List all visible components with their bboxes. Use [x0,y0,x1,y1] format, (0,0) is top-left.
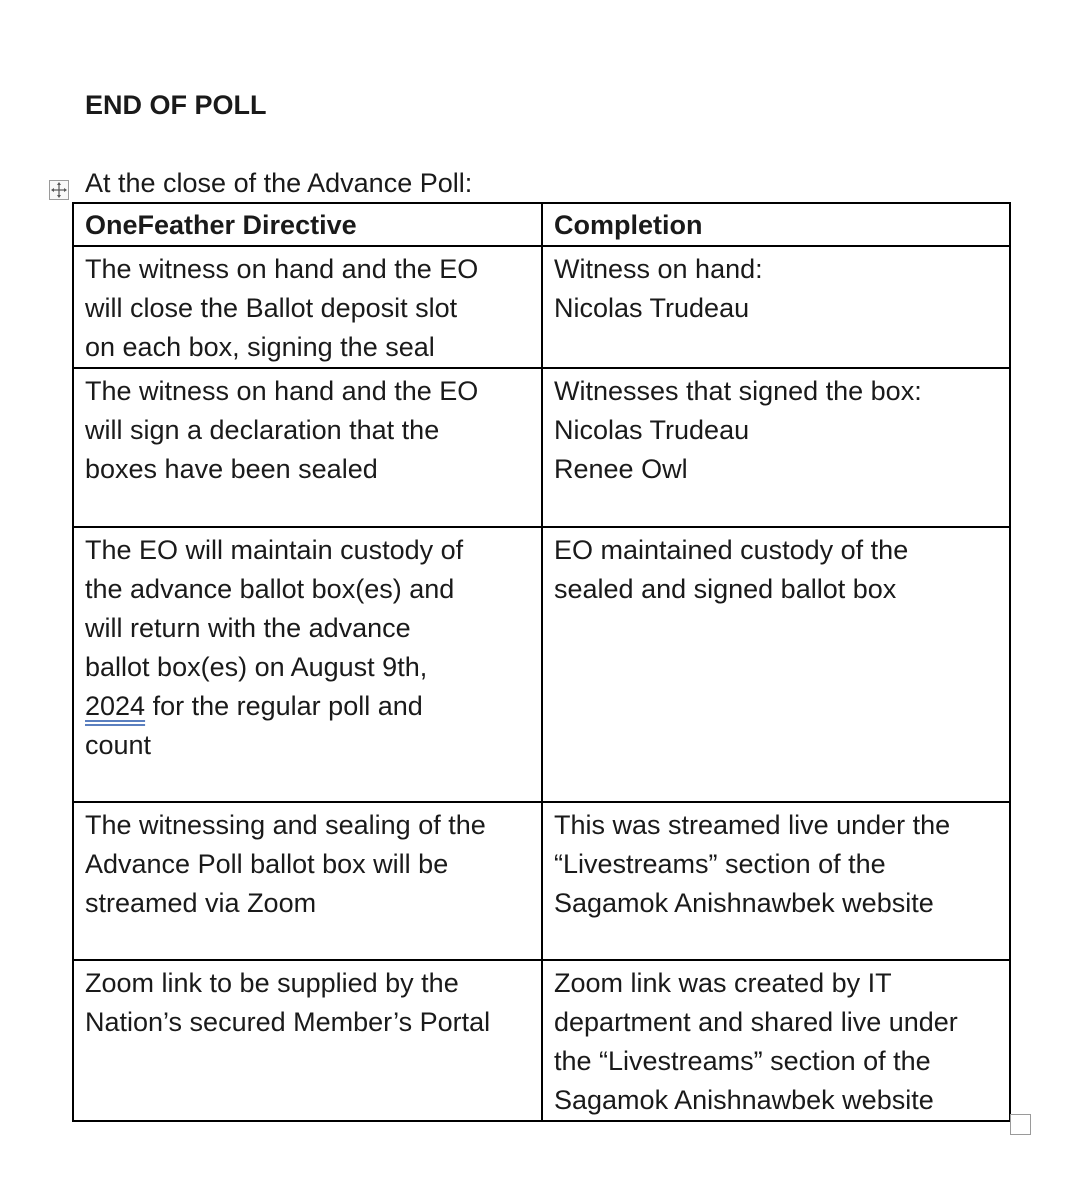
cell-line: will sign a declaration that the [85,415,440,445]
end-of-poll-table [72,202,1011,1122]
cell-line: The witnessing and sealing of the [85,810,486,840]
table-row [73,527,1010,802]
cell-line: The witness on hand and the EO [85,254,479,284]
cell-line: Zoom link to be supplied by the [85,968,459,998]
directive-cell [73,960,542,1121]
table-move-icon[interactable] [49,180,69,200]
cell-line: sealed and signed ballot box [554,574,897,604]
cell-line: count [85,730,152,760]
cell-line: This was streamed live under the [554,810,951,840]
proofing-underlined-year[interactable]: 2024 [85,691,146,721]
intro-text: At the close of the Advance Poll: [85,168,473,198]
header-completion: Completion [542,203,1010,246]
cell-line: Witnesses that signed the box: [554,376,922,406]
cell-line: Sagamok Anishnawbek website [554,1085,934,1115]
cell-line: ballot box(es) on August 9th, [85,652,428,682]
cell-line-rest: for the regular poll and [145,691,423,721]
cell-line: Zoom link was created by IT [554,968,892,998]
cell-line: will close the Ballot deposit slot [85,293,458,323]
completion-cell [542,527,1010,802]
cell-line: The witness on hand and the EO [85,376,479,406]
directive-cell [73,802,542,960]
cell-line: the advance ballot box(es) and [85,574,455,604]
header-directive: OneFeather Directive [73,203,542,246]
cell-line: Nation’s secured Member’s Portal [85,1007,491,1037]
completion-cell [542,802,1010,960]
cell-line: Nicolas Trudeau [554,415,750,445]
cell-line: Renee Owl [554,454,688,484]
completion-cell [542,246,1010,368]
completion-cell [542,368,1010,527]
directive-cell [73,527,542,802]
cell-line: department and shared live under [554,1007,958,1037]
cell-line: streamed via Zoom [85,888,317,918]
cell-line: on each box, signing the seal [85,332,435,362]
cell-line: will return with the advance [85,613,411,643]
table-row [73,960,1010,1121]
table-header-row [73,203,1010,246]
page-title: END OF POLL [85,90,267,120]
table-row [73,368,1010,527]
cell-line: Witness on hand: [554,254,763,284]
completion-cell [542,960,1010,1121]
cell-line: Sagamok Anishnawbek website [554,888,934,918]
table-row [73,802,1010,960]
table-row [73,246,1010,368]
table-resize-icon[interactable] [1010,1114,1031,1135]
directive-cell [73,368,542,527]
cell-line: The EO will maintain custody of [85,535,464,565]
cell-line: Nicolas Trudeau [554,293,750,323]
cell-line: the “Livestreams” section of the [554,1046,931,1076]
cell-line [85,687,531,726]
directive-cell [73,246,542,368]
cell-line: “Livestreams” section of the [554,849,886,879]
cell-line: EO maintained custody of the [554,535,909,565]
cell-line: Advance Poll ballot box will be [85,849,449,879]
cell-line: boxes have been sealed [85,454,378,484]
